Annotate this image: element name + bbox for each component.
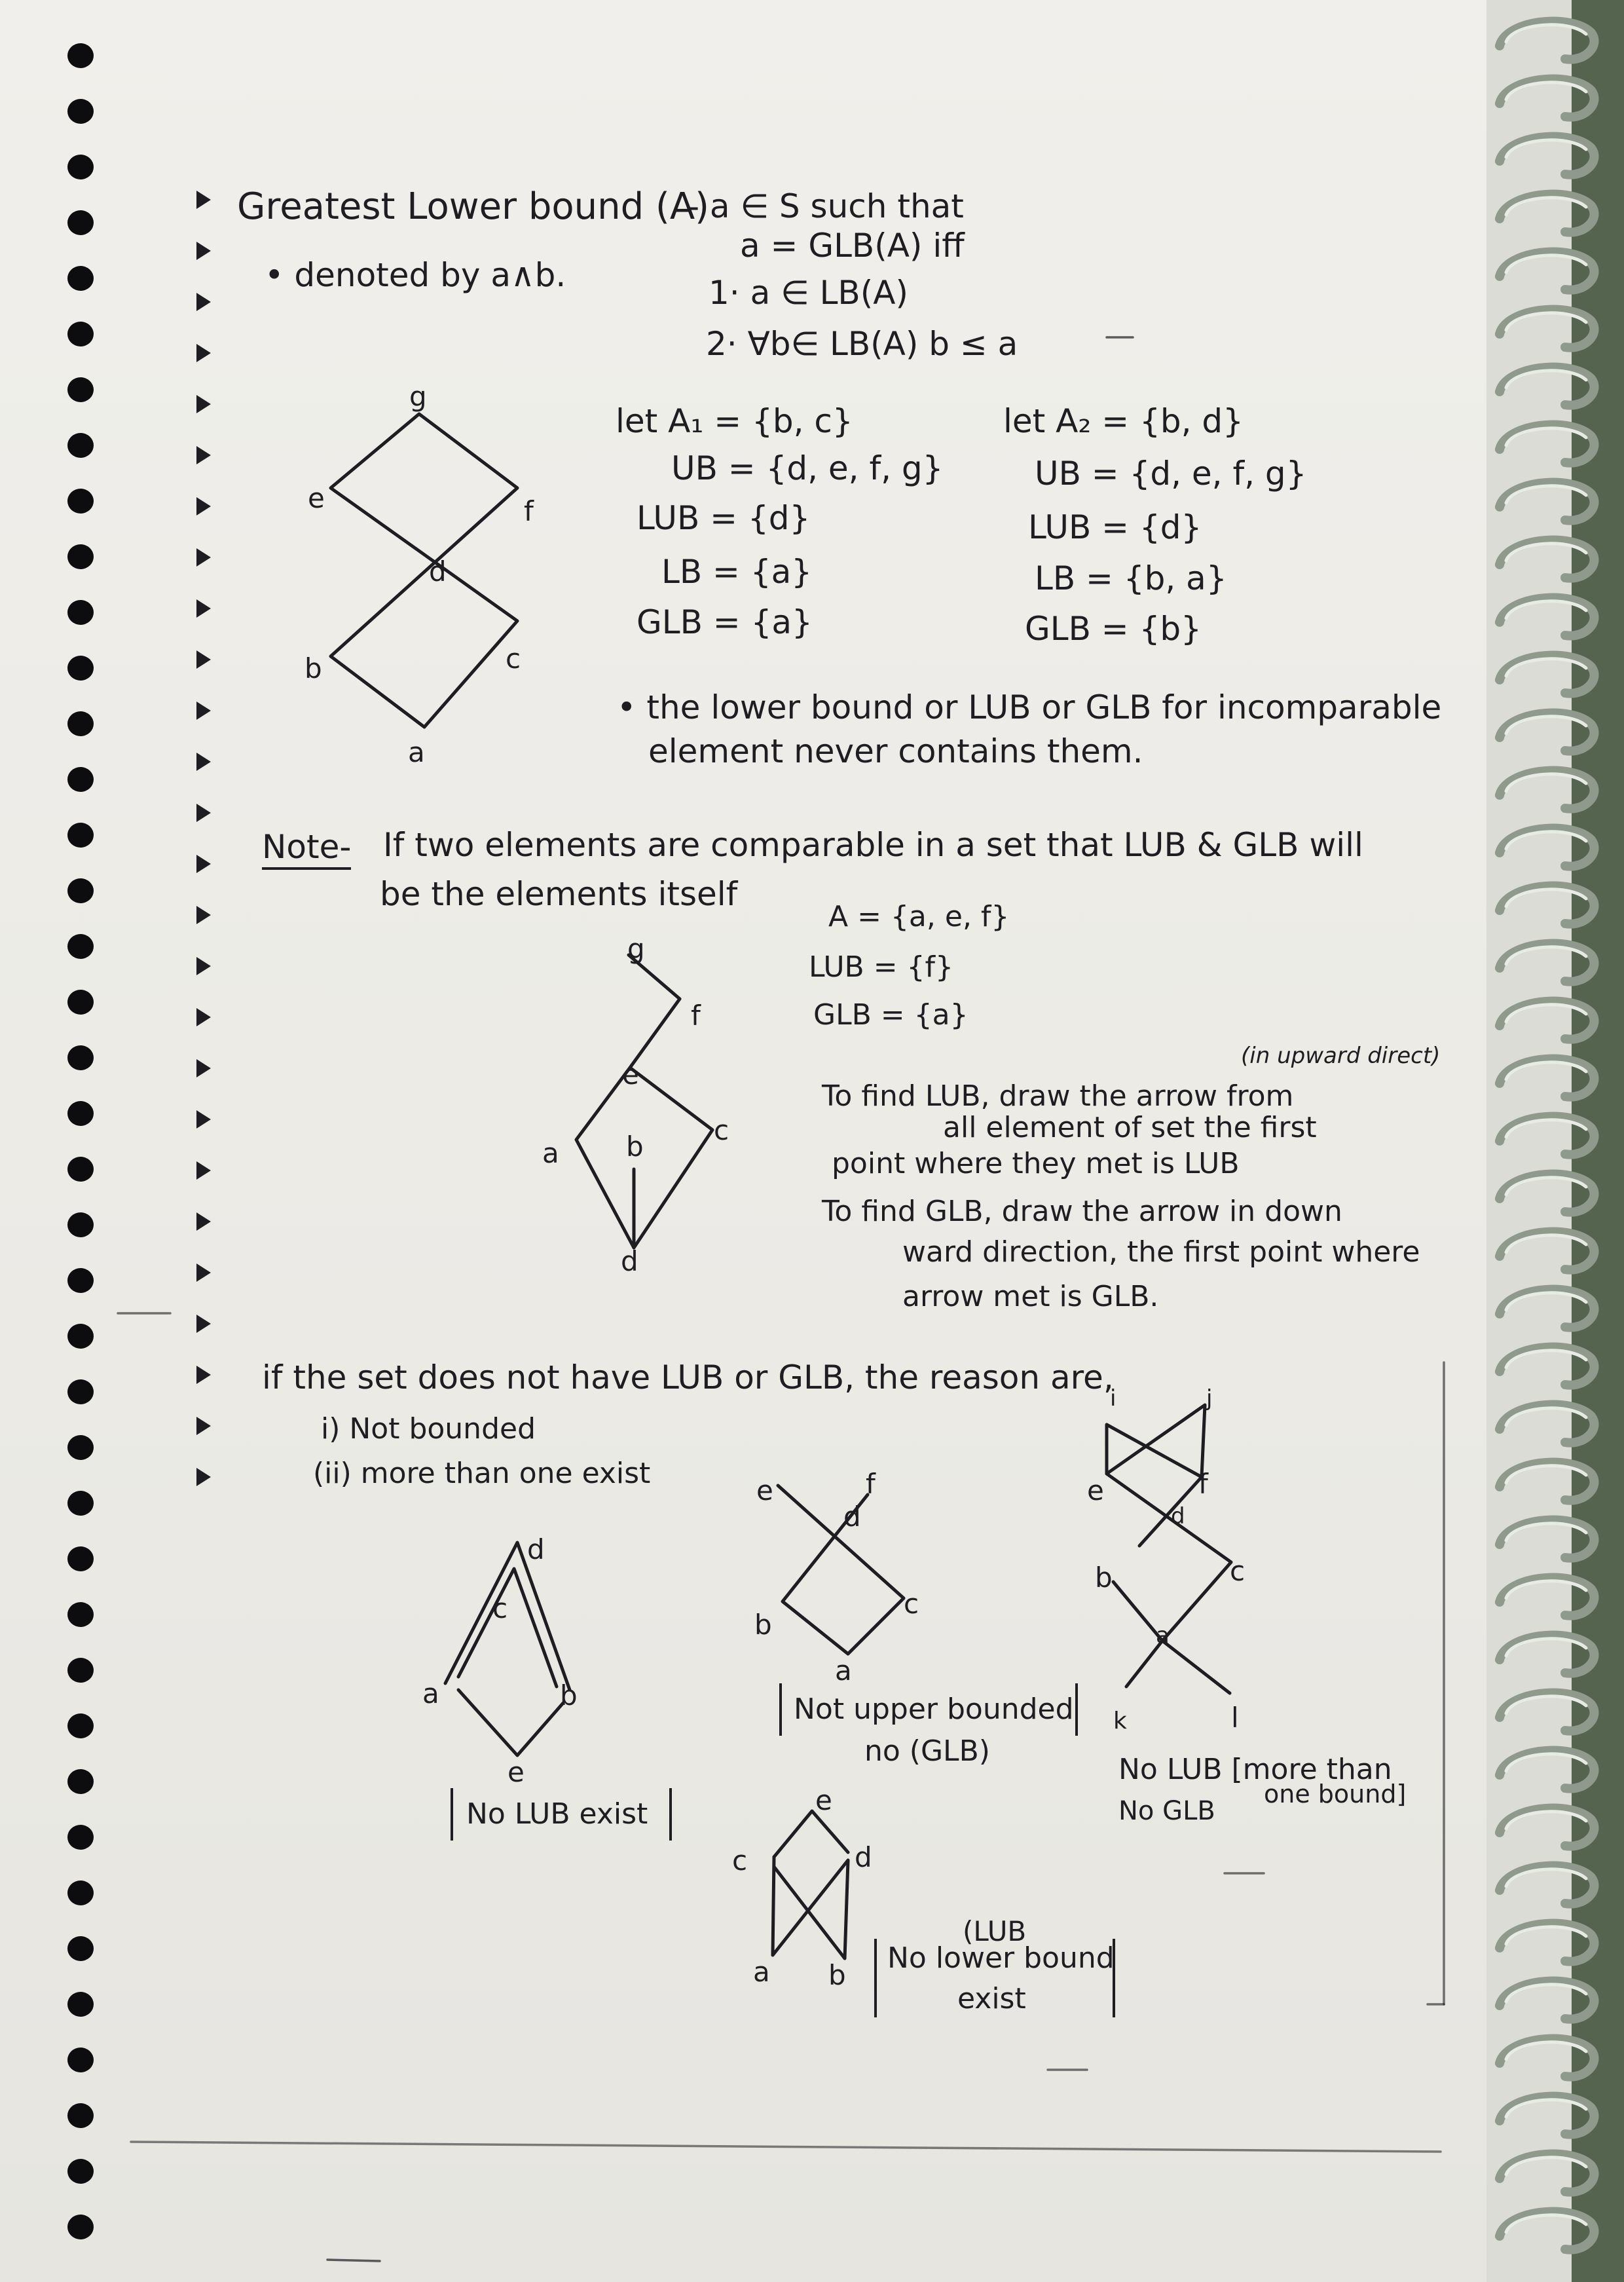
a2-set: let A₂ = {b, d}: [1003, 402, 1244, 440]
d3c-node-b: b: [1095, 1562, 1113, 1594]
note-line2: be the elements itself: [380, 875, 738, 913]
d3c-node-e: e: [1087, 1474, 1104, 1506]
note-node-a: a: [542, 1137, 559, 1169]
remark-line2: element never contains them.: [648, 732, 1143, 770]
d3d-node-d: d: [855, 1841, 872, 1873]
d3d-caption-main: No lower bound: [887, 1941, 1115, 1975]
note-label: Note-: [262, 831, 351, 870]
d3b-node-a: a: [835, 1655, 852, 1687]
d3d-node-e: e: [815, 1784, 832, 1816]
d3b-node-c: c: [904, 1588, 919, 1620]
a2-glb: GLB = {b}: [1025, 610, 1202, 648]
note-line1: If two elements are comparable in a set that LUB & GLB will: [383, 826, 1363, 864]
note-node-b: b: [626, 1131, 644, 1163]
lub-rule-2: all element of set the first: [943, 1111, 1317, 1144]
d3c-node-j: j: [1206, 1385, 1213, 1412]
d3c-node-k: k: [1113, 1708, 1127, 1734]
d3c-node-c: c: [1230, 1555, 1246, 1587]
lub-rule-3: point where they met is LUB: [832, 1147, 1240, 1180]
d3b-node-f: f: [866, 1468, 876, 1500]
glb-condition: - a ∈ S such that: [688, 187, 964, 225]
a1-lub: LUB = {d}: [637, 499, 811, 537]
d3d-node-a: a: [753, 1956, 770, 1988]
d3d-node-c: c: [732, 1844, 748, 1877]
glb-denoted: • denoted by a∧b.: [265, 256, 566, 294]
d3c-node-f: f: [1198, 1468, 1208, 1500]
d3c-node-l: l: [1231, 1702, 1239, 1734]
a2-lb: LB = {b, a}: [1035, 559, 1227, 597]
d3d-caption-sub: exist: [957, 1982, 1026, 2015]
no-lub-intro: if the set does not have LUB or GLB, the reason are,: [262, 1358, 1114, 1396]
d3b-node-d: d: [843, 1501, 861, 1533]
a1-set: let A₁ = {b, c}: [616, 402, 853, 440]
d3a-node-b: b: [560, 1679, 578, 1712]
d3c-caption3: No GLB: [1118, 1796, 1215, 1826]
d3a-node-e: e: [507, 1756, 525, 1788]
node-a: a: [408, 736, 425, 768]
glb-rule-2: ward direction, the first point where: [902, 1235, 1420, 1269]
node-b: b: [304, 652, 322, 684]
node-g: g: [409, 381, 427, 413]
d3c-caption1: No LUB [more than: [1118, 1753, 1392, 1786]
note-node-d: d: [621, 1245, 638, 1277]
lub-rule-1: To find LUB, draw the arrow from: [822, 1079, 1294, 1113]
d3b-sub: no (GLB): [864, 1734, 990, 1768]
note-node-f: f: [691, 1000, 701, 1032]
node-e: e: [308, 482, 325, 514]
note-lub: LUB = {f}: [809, 950, 954, 984]
d3a-caption: No LUB exist: [466, 1797, 648, 1831]
a2-ub: UB = {d, e, f, g}: [1035, 455, 1307, 493]
note-set: A = {a, e, f}: [828, 900, 1010, 933]
d3b-caption: Not upper bounded: [794, 1693, 1074, 1726]
glb-iff: a = GLB(A) iff: [740, 227, 965, 265]
d3b-node-b: b: [754, 1609, 772, 1641]
note-node-e: e: [622, 1058, 639, 1091]
glb-heading: Greatest Lower bound (A): [237, 185, 709, 228]
d3c-node-i: i: [1110, 1385, 1116, 1412]
d3b-node-e: e: [756, 1474, 773, 1506]
d3c-node-a: a: [1156, 1622, 1170, 1649]
d3d-node-b: b: [828, 1959, 846, 1991]
node-d: d: [429, 555, 447, 588]
reason-2: (ii) more than one exist: [313, 1457, 651, 1490]
note-node-g: g: [627, 933, 645, 965]
glb-rule-1: To find GLB, draw the arrow in down: [822, 1195, 1342, 1228]
d3c-node-d: d: [1171, 1503, 1185, 1529]
remark-line1: • the lower bound or LUB or GLB for incomparable: [617, 688, 1442, 726]
glb-rule-3: arrow met is GLB.: [902, 1280, 1159, 1313]
d3a-node-d: d: [527, 1533, 545, 1565]
d3a-node-a: a: [422, 1677, 439, 1710]
reason-1: i) Not bounded: [321, 1412, 536, 1446]
node-f: f: [524, 495, 534, 527]
a2-lub: LUB = {d}: [1028, 508, 1202, 546]
node-c: c: [506, 643, 521, 675]
note-node-c: c: [714, 1114, 729, 1146]
a1-ub: UB = {d, e, f, g}: [671, 449, 944, 487]
d3c-caption2: one bound]: [1264, 1780, 1407, 1808]
a1-glb: GLB = {a}: [637, 603, 813, 641]
d3a-node-c: c: [492, 1592, 508, 1624]
glb-cond1: 1· a ∈ LB(A): [709, 274, 908, 312]
a1-lb: LB = {a}: [661, 553, 813, 591]
note-inupward: (in upward direct): [1241, 1043, 1441, 1069]
d3d-caption-top: (LUB: [963, 1915, 1027, 1947]
note-glb: GLB = {a}: [813, 998, 969, 1032]
glb-cond2: 2· ∀b∈ LB(A) b ≤ a: [706, 325, 1018, 363]
